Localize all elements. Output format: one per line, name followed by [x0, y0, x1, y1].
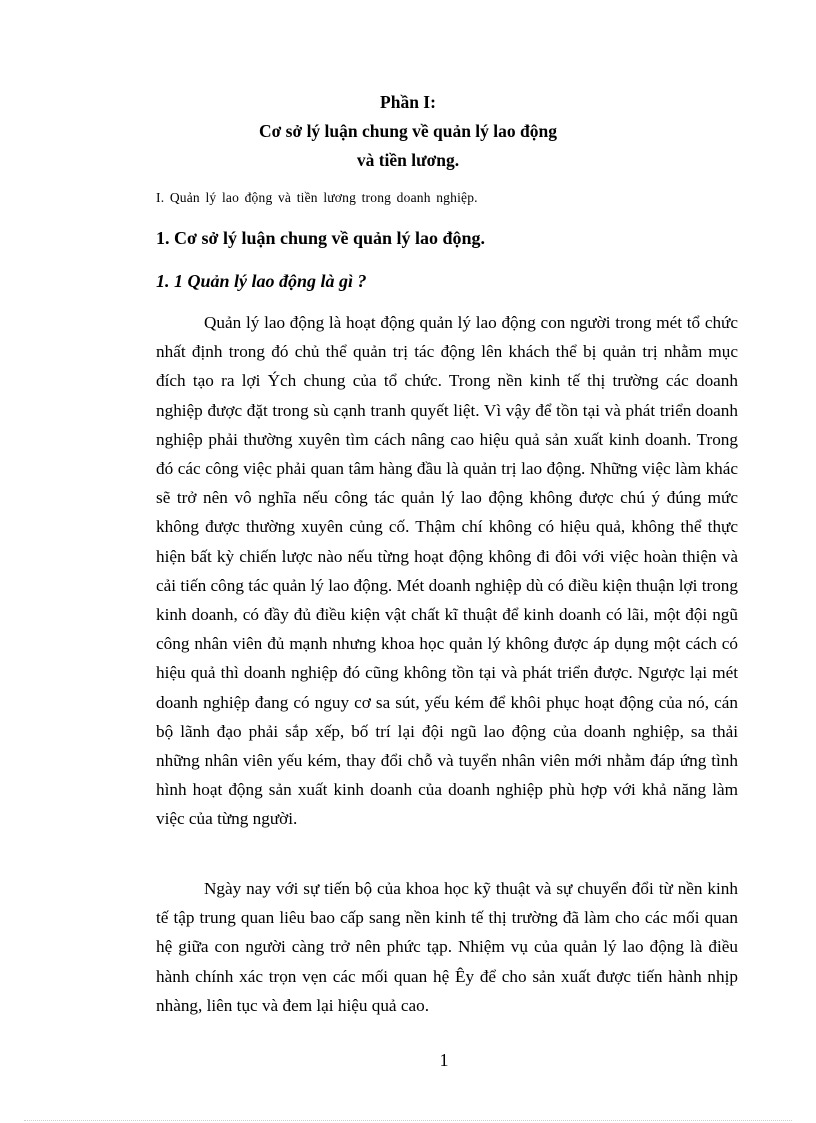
section-heading: I. Quản lý lao động và tiền lương trong doanh nghiệp.	[156, 190, 478, 205]
page-bottom-divider	[24, 1120, 792, 1121]
chapter-title-line-2: và tiền lương.	[356, 150, 460, 170]
sub-sub-heading: 1. 1 Quản lý lao động là gì ?	[156, 271, 367, 291]
body-paragraph-1: Quản lý lao động là hoạt động quản lý lao động con người trong mét tổ chức nhất định trong đó chủ thể quản trị tác động lên khách thể bị quản trị nhằm mục đích tạo ra lợi Ých chung của tổ chức. Trong nền kinh tế thị trường các doanh nghiệp được đặt trong sù cạnh tranh quyết liệt. Vì vậy để tồn tại và phát triển doanh nghiệp phải thường xuyên tìm cách nâng cao hiệu quả sản xuất kinh doanh. Trong đó các công việc phải quan tâm hàng đầu là quản trị lao động. Những việc làm khác sẽ trở nên vô nghĩa nếu công tác quản lý lao động không được chú ý đúng mức không được thường xuyên củng cố. Thậm chí không có hiệu quả, không thể thực hiện bất kỳ chiến lược nào nếu từng hoạt động không đi đôi với việc hoàn thiện và cải tiến công tác quản lý lao động. Mét doanh nghiệp dù có điều kiện thuận lợi trong kinh doanh, có đầy đủ điều kiện vật chất kĩ thuật để kinh doanh có lãi, một đội ngũ công nhân viên đủ mạnh nhưng khoa học quản lý không được áp dụng một cách có hiệu quả thì doanh nghiệp đó cũng không tồn tại và phát triển được. Ngược lại mét doanh nghiệp đang có nguy cơ sa sút, yếu kém để khôi phục hoạt động của nó, cán bộ lãnh đạo phải sắp xếp, bố trí lại đội ngũ lao động của doanh nghiệp, sa thải những nhân viên yếu kém, thay đổi chỗ và tuyển nhân viên mới nhằm đáp ứng tình hình hoạt động sản xuất kinh doanh của doanh nghiệp phù hợp với khả năng làm việc của từng người.	[156, 313, 738, 829]
chapter-title-line-1: Cơ sở lý luận chung về quản lý lao động	[258, 121, 557, 141]
part-title: Phần I:	[380, 92, 436, 112]
body-paragraph-2: Ngày nay với sự tiến bộ của khoa học kỹ thuật và sự chuyển đổi từ nền kinh tế tập trung quan liêu bao cấp sang nền kinh tế thị trường đã làm cho các mối quan hệ giữa con người càng trở nên phức tạp. Nhiệm vụ của quản lý lao động là điều hành chính xác trọn vẹn các mối quan hệ Êy để cho sản xuất được tiến hành nhịp nhàng, liên tục và đem lại hiệu quả cao.	[156, 879, 738, 1015]
page-number: 1	[439, 1050, 449, 1070]
sub-heading: 1. Cơ sở lý luận chung về quản lý lao động.	[156, 228, 486, 248]
